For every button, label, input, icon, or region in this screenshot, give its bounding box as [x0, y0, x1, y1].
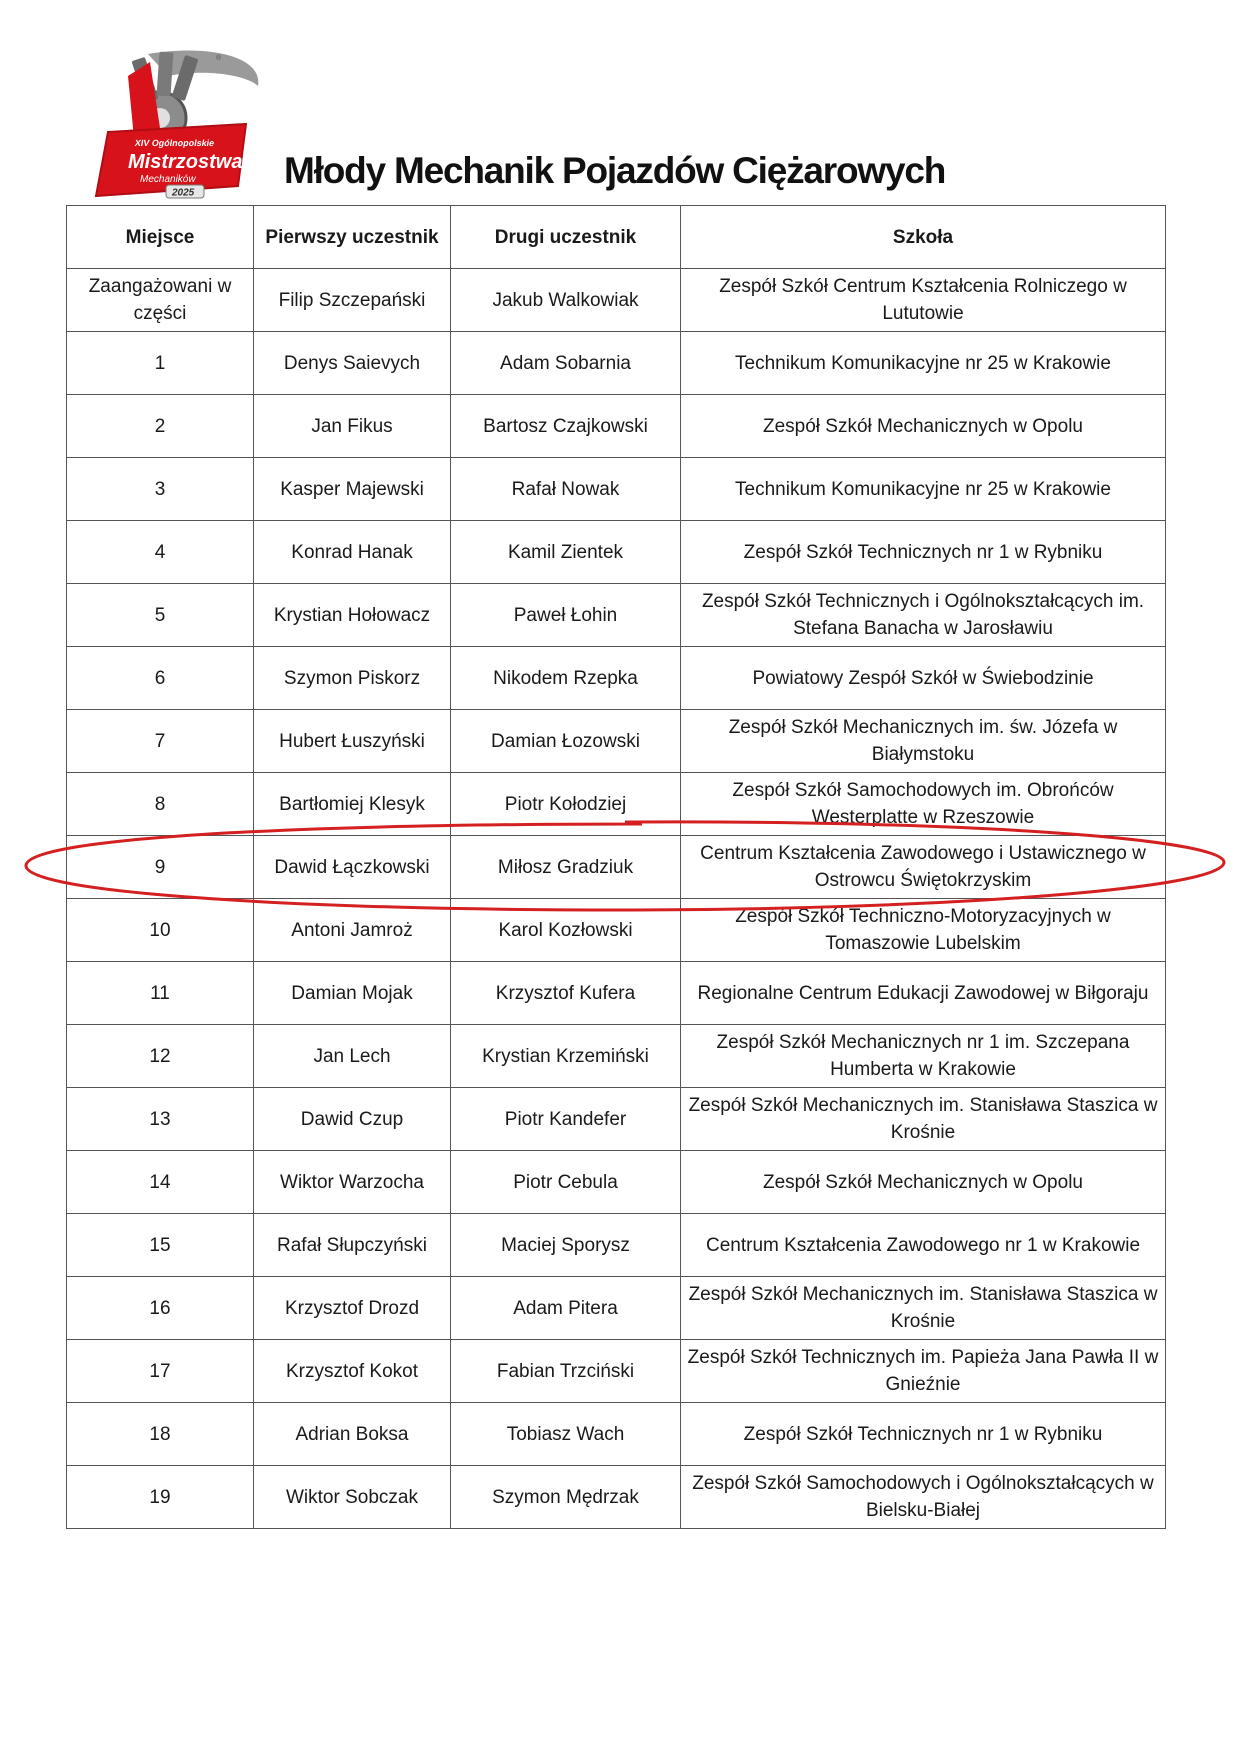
cell-first: Wiktor Sobczak [254, 1466, 451, 1529]
cell-place: 13 [67, 1088, 254, 1151]
cell-school: Zespół Szkół Mechanicznych w Opolu [681, 1151, 1166, 1214]
header-second-participant: Drugi uczestnik [451, 206, 681, 269]
cell-first: Rafał Słupczyński [254, 1214, 451, 1277]
table-row [67, 1025, 1166, 1088]
cell-second: Rafał Nowak [451, 458, 681, 521]
cell-school: Technikum Komunikacyjne nr 25 w Krakowie [681, 332, 1166, 395]
cell-second: Miłosz Gradziuk [451, 836, 681, 899]
cell-first: Hubert Łuszyński [254, 710, 451, 773]
cell-place: 16 [67, 1277, 254, 1340]
cell-second: Szymon Mędrzak [451, 1466, 681, 1529]
cell-school: Powiatowy Zespół Szkół w Świebodzinie [681, 647, 1166, 710]
table-row-highlighted [67, 836, 1166, 899]
cell-school: Zespół Szkół Mechanicznych nr 1 im. Szczepana Humberta w Krakowie [681, 1025, 1166, 1088]
cell-place: 17 [67, 1340, 254, 1403]
cell-school: Zespół Szkół Technicznych im. Papieża Jana Pawła II w Gnieźnie [681, 1340, 1166, 1403]
cell-first: Jan Fikus [254, 395, 451, 458]
cell-second: Adam Pitera [451, 1277, 681, 1340]
cell-school: Regionalne Centrum Edukacji Zawodowej w Biłgoraju [681, 962, 1166, 1025]
cell-first: Wiktor Warzocha [254, 1151, 451, 1214]
cell-place: 8 [67, 773, 254, 836]
table-row [67, 1277, 1166, 1340]
cell-place: 3 [67, 458, 254, 521]
cell-first: Dawid Czup [254, 1088, 451, 1151]
cell-first: Dawid Łączkowski [254, 836, 451, 899]
cell-place: 19 [67, 1466, 254, 1529]
championship-logo [88, 46, 278, 204]
cell-second: Krzysztof Kufera [451, 962, 681, 1025]
table-row [67, 521, 1166, 584]
cell-place: 7 [67, 710, 254, 773]
cell-school: Zespół Szkół Mechanicznych im. Stanisława Staszica w Krośnie [681, 1088, 1166, 1151]
cell-first: Krzysztof Kokot [254, 1340, 451, 1403]
table-row [67, 1466, 1166, 1529]
cell-second: Fabian Trzciński [451, 1340, 681, 1403]
cell-second: Piotr Cebula [451, 1151, 681, 1214]
cell-second: Damian Łozowski [451, 710, 681, 773]
cell-first: Jan Lech [254, 1025, 451, 1088]
cell-first: Krzysztof Drozd [254, 1277, 451, 1340]
cell-first: Antoni Jamroż [254, 899, 451, 962]
cell-first: Adrian Boksa [254, 1403, 451, 1466]
logo-year-text: 2025 [172, 187, 195, 199]
logo-edition-text: XIV Ogólnopolskie [134, 138, 216, 148]
cell-school: Zespół Szkół Technicznych nr 1 w Rybniku [681, 521, 1166, 584]
cell-second: Nikodem Rzepka [451, 647, 681, 710]
cell-place: 10 [67, 899, 254, 962]
table-row [67, 710, 1166, 773]
cell-school: Zespół Szkół Mechanicznych im. św. Józefa w Białymstoku [681, 710, 1166, 773]
table-row [67, 1088, 1166, 1151]
cell-second: Paweł Łohin [451, 584, 681, 647]
cell-place: 1 [67, 332, 254, 395]
table-row [67, 1214, 1166, 1277]
table-row [67, 458, 1166, 521]
table-row [67, 1151, 1166, 1214]
cell-school: Zespół Szkół Samochodowych im. Obrońców Westerplatte w Rzeszowie [681, 773, 1166, 836]
table-header-row [67, 206, 1166, 269]
cell-school: Zespół Szkół Mechanicznych w Opolu [681, 395, 1166, 458]
cell-place: 14 [67, 1151, 254, 1214]
cell-school: Zespół Szkół Technicznych i Ogólnokształcących im. Stefana Banacha w Jarosławiu [681, 584, 1166, 647]
table-row [67, 962, 1166, 1025]
cell-first: Damian Mojak [254, 962, 451, 1025]
cell-second: Karol Kozłowski [451, 899, 681, 962]
cell-first: Szymon Piskorz [254, 647, 451, 710]
cell-school: Centrum Kształcenia Zawodowego i Ustawicznego w Ostrowcu Świętokrzyskim [681, 836, 1166, 899]
cell-place: 12 [67, 1025, 254, 1088]
cell-first: Kasper Majewski [254, 458, 451, 521]
table-body [67, 269, 1166, 1529]
cell-second: Bartosz Czajkowski [451, 395, 681, 458]
cell-place: 9 [67, 836, 254, 899]
cell-place: 6 [67, 647, 254, 710]
cell-second: Tobiasz Wach [451, 1403, 681, 1466]
header-first-participant: Pierwszy uczestnik [254, 206, 451, 269]
cell-place: Zaangażowani w części [67, 269, 254, 332]
cell-second: Piotr Kołodziej [451, 773, 681, 836]
cell-second: Krystian Krzemiński [451, 1025, 681, 1088]
cell-school: Zespół Szkół Mechanicznych im. Stanisława Staszica w Krośnie [681, 1277, 1166, 1340]
table-row [67, 1403, 1166, 1466]
table-row [67, 395, 1166, 458]
cell-first: Konrad Hanak [254, 521, 451, 584]
cell-school: Zespół Szkół Samochodowych i Ogólnokształcących w Bielsku-Białej [681, 1466, 1166, 1529]
logo-main-text: Mistrzostwa [128, 151, 243, 173]
cell-school: Centrum Kształcenia Zawodowego nr 1 w Krakowie [681, 1214, 1166, 1277]
table-row [67, 269, 1166, 332]
page-title: Młody Mechanik Pojazdów Ciężarowych [284, 150, 946, 191]
cell-school: Technikum Komunikacyjne nr 25 w Krakowie [681, 458, 1166, 521]
cell-place: 18 [67, 1403, 254, 1466]
cell-first: Filip Szczepański [254, 269, 451, 332]
cell-second: Maciej Sporysz [451, 1214, 681, 1277]
registered-mark: ® [216, 55, 222, 62]
cell-second: Piotr Kandefer [451, 1088, 681, 1151]
cell-place: 4 [67, 521, 254, 584]
table-row [67, 773, 1166, 836]
table-row [67, 899, 1166, 962]
table-row [67, 332, 1166, 395]
header-school: Szkoła [681, 206, 1166, 269]
cell-second: Jakub Walkowiak [451, 269, 681, 332]
table-row [67, 1340, 1166, 1403]
table-row [67, 584, 1166, 647]
cell-school: Zespół Szkół Centrum Kształcenia Rolniczego w Lututowie [681, 269, 1166, 332]
cell-place: 5 [67, 584, 254, 647]
cell-school: Zespół Szkół Techniczno-Motoryzacyjnych w Tomaszowie Lubelskim [681, 899, 1166, 962]
cell-first: Bartłomiej Klesyk [254, 773, 451, 836]
cell-first: Krystian Hołowacz [254, 584, 451, 647]
results-table [66, 205, 1166, 1529]
cell-place: 2 [67, 395, 254, 458]
cell-place: 15 [67, 1214, 254, 1277]
cell-school: Zespół Szkół Technicznych nr 1 w Rybniku [681, 1403, 1166, 1466]
cell-second: Adam Sobarnia [451, 332, 681, 395]
header-place: Miejsce [67, 206, 254, 269]
cell-first: Denys Saievych [254, 332, 451, 395]
table-row [67, 647, 1166, 710]
cell-second: Kamil Zientek [451, 521, 681, 584]
cell-place: 11 [67, 962, 254, 1025]
logo-sub-text: Mechaników [140, 174, 196, 185]
